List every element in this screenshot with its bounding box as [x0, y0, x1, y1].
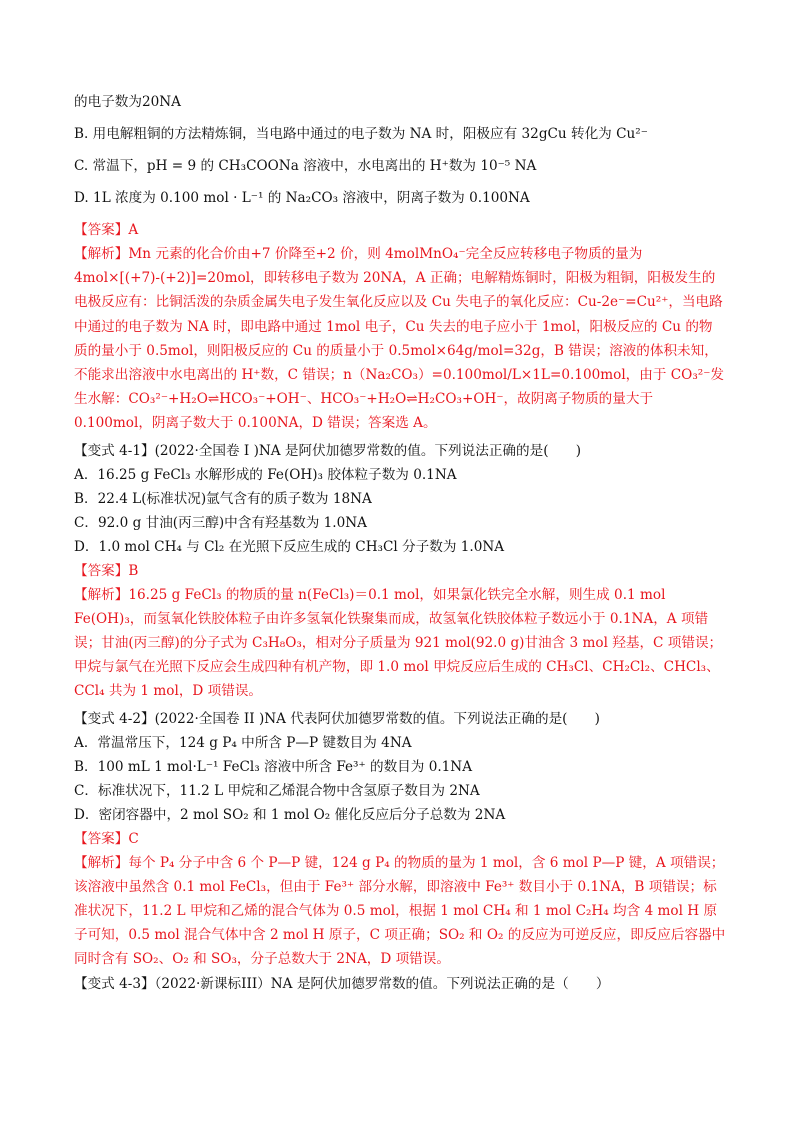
q41-option-b: B．22.4 L(标准状况)氩气含有的质子数为 18NA: [74, 490, 372, 507]
option-c: C. 常温下，pH = 9 的 CH₃COONa 溶液中，水电离出的 H⁺数为 10⁻⁵ NA: [74, 158, 537, 174]
prev-question-tail: 的电子数为20NA: [74, 94, 181, 110]
question-stem-4-1: 【变式 4-1】(2022·全国卷 I )NA 是阿伏加德罗常数的值。下列说法正确的是( ): [74, 442, 582, 459]
q42-answer: 【答案】C: [74, 830, 139, 847]
q41-analysis: 【解析】16.25 g FeCl₃ 的物质的量 n(FeCl₃)＝0.1 mol，如果氯化铁完全水解，则生成 0.1 mol Fe(OH)₃，而氢氧化铁胶体粒子由许多氢氧化铁聚集而成，故氢氧化铁胶体粒子数远小于 0.1NA，A 项错误；甘油(丙三醇)的分子式为 C₃H₈O₃，相对分子质量为 921 mol(92.0 g)甘油含 3 mol 羟基，C 项错误；甲烷与氯气在光照下反应会生成四种有机产物，即 1.0 mol 甲烷反应后生成的 CH₃Cl、CH₂Cl₂、CHCl₃、CCl₄ 共为 1 mol，D 项错误。: [74, 586, 723, 700]
question-stem-4-3: 【变式 4-3】（2022·新课标III）NA 是阿伏加德罗常数的值。下列说法正确的是（ ）: [74, 975, 610, 992]
document-page: [74, 90, 726, 996]
q42-option-b: B．100 mL 1 mol·L⁻¹ FeCl₃ 溶液中所含 Fe³⁺ 的数目为 0.1NA: [74, 758, 473, 775]
q42-analysis: 【解析】每个 P₄ 分子中含 6 个 P—P 键，124 g P₄ 的物质的量为 1 mol，含 6 mol P—P 键，A 项错误；该溶液中虽然含 0.1 mol FeCl₃，但由于 Fe³⁺ 部分水解，即溶液中 Fe³⁺ 数目小于 0.1NA，B 项错误；标准状况下，11.2 L 甲烷和乙烯的混合气体为 0.5 mol，根据 1 mol CH₄ 和 1 mol C₂H₄ 均含 4 mol H 原子可知，0.5 mol 混合气体中含 2 mol H 原子，C 项正确；SO₂ 和 O₂ 的反应为可逆反应，即反应后容器中同时含有 SO₂、O₂ 和 SO₃，分子总数大于 2NA，D 项错误。: [74, 854, 726, 968]
question-stem-4-2: 【变式 4-2】(2022·全国卷 II )NA 代表阿伏加德罗常数的值。下列说法正确的是( ): [74, 710, 600, 727]
q42-option-a: A．常温常压下，124 g P₄ 中所含 P—P 键数目为 4NA: [74, 734, 412, 751]
option-b: B. 用电解粗铜的方法精炼铜，当电路中通过的电子数为 NA 时，阳极应有 32gCu 转化为 Cu²⁻: [74, 126, 648, 142]
q41-answer: 【答案】B: [74, 562, 139, 579]
q41-option-d: D．1.0 mol CH₄ 与 Cl₂ 在光照下反应生成的 CH₃Cl 分子数为 1.0NA: [74, 538, 505, 555]
q42-option-c: C．标准状况下，11.2 L 甲烷和乙烯混合物中含氢原子数目为 2NA: [74, 782, 480, 799]
answer-label: 【答案】A: [74, 222, 139, 238]
analysis-paragraph: 【解析】Mn 元素的化合价由+7 价降至+2 价，则 4molMnO₄⁻完全反应转移电子物质的量为 4mol×[(+7)-(+2)]=20mol，即转移电子数为 20NA，A 正确；电解精炼铜时，阳极为粗铜，阳极发生的电极反应有：比铜活泼的杂质金属失电子发生氧化反应以及 Cu 失电子的氧化反应：Cu-2e⁻=Cu²⁺，当电路中通过的电子数为 NA 时，即电路中通过 1mol 电子，Cu 失去的电子应小于 1mol，阳极反应的 Cu 的物质的量小于 0.5mol，则阳极反应的 Cu 的质量小于 0.5mol×64g/mol=32g，B 错误；溶液的体积未知，不能求出溶液中水电离出的 H⁺数，C 错误；n（Na₂CO₃）=0.100mol/L×1L=0.100mol，由于 CO₃²⁻发生水解：CO₃²⁻+H₂O⇌HCO₃⁻+OH⁻、HCO₃⁻+H₂O⇌H₂CO₃+OH⁻，故阴离子物质的量大于 0.100mol，阴离子数大于 0.100NA，D 错误；答案选 A。: [74, 246, 724, 432]
q41-option-a: A．16.25 g FeCl₃ 水解形成的 Fe(OH)₃ 胶体粒子数为 0.1NA: [74, 466, 457, 483]
q41-option-c: C．92.0 g 甘油(丙三醇)中含有羟基数为 1.0NA: [74, 514, 367, 531]
option-d: D. 1L 浓度为 0.100 mol · L⁻¹ 的 Na₂CO₃ 溶液中，阴离子数为 0.100NA: [74, 190, 530, 206]
q42-option-d: D．密闭容器中，2 mol SO₂ 和 1 mol O₂ 催化反应后分子总数为 2NA: [74, 806, 506, 823]
